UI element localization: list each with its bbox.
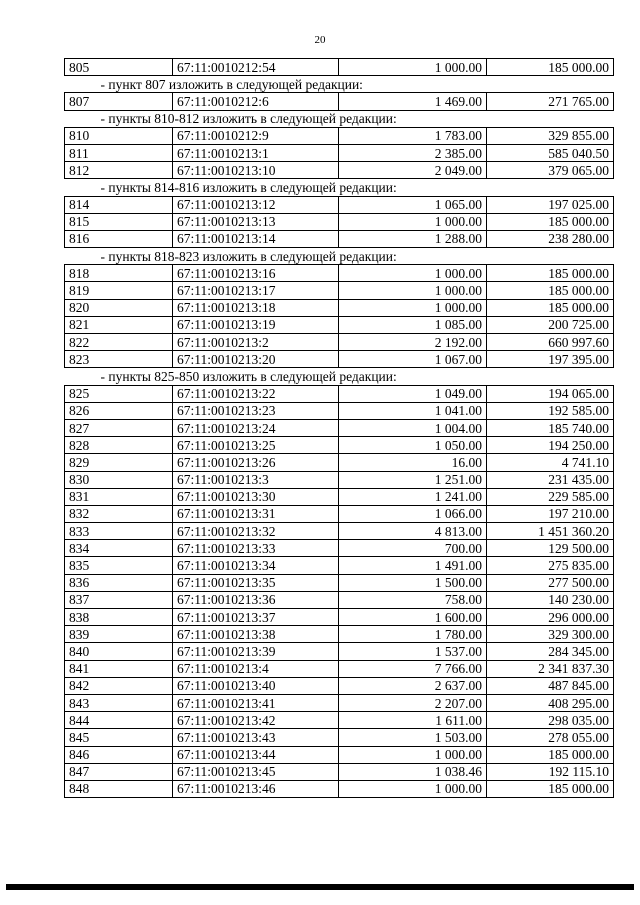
table-row [65, 488, 614, 505]
table-row [65, 265, 614, 282]
area-cell: 2 385.00 [339, 144, 487, 161]
cost-cell: 2 341 837.30 [487, 660, 614, 677]
area-cell: 2 049.00 [339, 162, 487, 179]
item-number-cell: 843 [65, 694, 173, 711]
cost-cell: 185 000.00 [487, 282, 614, 299]
area-cell: 1 038.46 [339, 763, 487, 780]
cadastral-number-cell: 67:11:0010213:23 [173, 402, 339, 419]
item-number-cell: 818 [65, 265, 173, 282]
item-number-cell: 831 [65, 488, 173, 505]
cost-cell: 238 280.00 [487, 230, 614, 247]
cost-cell: 185 000.00 [487, 299, 614, 316]
area-cell: 758.00 [339, 591, 487, 608]
cost-cell: 585 040.50 [487, 144, 614, 161]
amendment-heading: - пункты 818-823 изложить в следующей редакции: [65, 248, 614, 265]
area-cell: 1 000.00 [339, 265, 487, 282]
cost-cell: 329 855.00 [487, 127, 614, 144]
bottom-rule [6, 884, 634, 890]
table-row [65, 282, 614, 299]
table-row [65, 729, 614, 746]
amendment-heading-row [65, 76, 614, 93]
cost-cell: 197 210.00 [487, 505, 614, 522]
cost-cell: 192 115.10 [487, 763, 614, 780]
cost-cell: 284 345.00 [487, 643, 614, 660]
cost-cell: 1 451 360.20 [487, 523, 614, 540]
item-number-cell: 828 [65, 437, 173, 454]
cadastral-number-cell: 67:11:0010213:35 [173, 574, 339, 591]
cadastral-number-cell: 67:11:0010213:33 [173, 540, 339, 557]
cadastral-number-cell: 67:11:0010213:12 [173, 196, 339, 213]
item-number-cell: 823 [65, 351, 173, 368]
amendment-heading-row [65, 110, 614, 127]
item-number-cell: 812 [65, 162, 173, 179]
table-row [65, 763, 614, 780]
table-row [65, 59, 614, 76]
item-number-cell: 822 [65, 334, 173, 351]
area-cell: 1 251.00 [339, 471, 487, 488]
cost-cell: 185 000.00 [487, 746, 614, 763]
area-cell: 1 600.00 [339, 609, 487, 626]
item-number-cell: 816 [65, 230, 173, 247]
cadastral-number-cell: 67:11:0010213:30 [173, 488, 339, 505]
area-cell: 1 241.00 [339, 488, 487, 505]
area-cell: 16.00 [339, 454, 487, 471]
cadastral-number-cell: 67:11:0010213:38 [173, 626, 339, 643]
area-cell: 1 537.00 [339, 643, 487, 660]
table-body [65, 59, 614, 798]
item-number-cell: 837 [65, 591, 173, 608]
item-number-cell: 811 [65, 144, 173, 161]
area-cell: 1 041.00 [339, 402, 487, 419]
amendment-heading: - пункты 814-816 изложить в следующей редакции: [65, 179, 614, 196]
table-row [65, 419, 614, 436]
area-cell: 1 783.00 [339, 127, 487, 144]
item-number-cell: 838 [65, 609, 173, 626]
area-cell: 4 813.00 [339, 523, 487, 540]
item-number-cell: 807 [65, 93, 173, 110]
item-number-cell: 819 [65, 282, 173, 299]
cost-cell: 129 500.00 [487, 540, 614, 557]
table-row [65, 402, 614, 419]
cadastral-number-cell: 67:11:0010213:32 [173, 523, 339, 540]
amendment-heading-row [65, 179, 614, 196]
table-row [65, 471, 614, 488]
cost-cell: 140 230.00 [487, 591, 614, 608]
cadastral-number-cell: 67:11:0010212:54 [173, 59, 339, 76]
area-cell: 1 503.00 [339, 729, 487, 746]
cadastral-number-cell: 67:11:0010213:39 [173, 643, 339, 660]
cadastral-number-cell: 67:11:0010213:17 [173, 282, 339, 299]
item-number-cell: 839 [65, 626, 173, 643]
cost-cell: 660 997.60 [487, 334, 614, 351]
table-row [65, 162, 614, 179]
cadastral-number-cell: 67:11:0010213:44 [173, 746, 339, 763]
item-number-cell: 835 [65, 557, 173, 574]
cadastral-number-cell: 67:11:0010213:45 [173, 763, 339, 780]
table-row [65, 557, 614, 574]
area-cell: 1 491.00 [339, 557, 487, 574]
table-row [65, 144, 614, 161]
table-row [65, 780, 614, 797]
cost-cell: 194 065.00 [487, 385, 614, 402]
table-row [65, 437, 614, 454]
table-row [65, 609, 614, 626]
cost-cell: 192 585.00 [487, 402, 614, 419]
area-cell: 1 000.00 [339, 299, 487, 316]
amendment-heading: - пункты 810-812 изложить в следующей редакции: [65, 110, 614, 127]
cost-cell: 200 725.00 [487, 316, 614, 333]
area-cell: 1 500.00 [339, 574, 487, 591]
cost-cell: 298 035.00 [487, 712, 614, 729]
item-number-cell: 848 [65, 780, 173, 797]
cost-cell: 4 741.10 [487, 454, 614, 471]
item-number-cell: 830 [65, 471, 173, 488]
cost-cell: 278 055.00 [487, 729, 614, 746]
table-row [65, 505, 614, 522]
item-number-cell: 836 [65, 574, 173, 591]
area-cell: 700.00 [339, 540, 487, 557]
item-number-cell: 834 [65, 540, 173, 557]
area-cell: 1 050.00 [339, 437, 487, 454]
cadastral-number-cell: 67:11:0010213:41 [173, 694, 339, 711]
table-row [65, 127, 614, 144]
item-number-cell: 810 [65, 127, 173, 144]
item-number-cell: 846 [65, 746, 173, 763]
table-row [65, 746, 614, 763]
cadastral-number-cell: 67:11:0010213:20 [173, 351, 339, 368]
cadastral-number-cell: 67:11:0010213:37 [173, 609, 339, 626]
cost-cell: 487 845.00 [487, 677, 614, 694]
table-row [65, 316, 614, 333]
area-cell: 1 085.00 [339, 316, 487, 333]
area-cell: 1 065.00 [339, 196, 487, 213]
cadastral-number-cell: 67:11:0010213:26 [173, 454, 339, 471]
table-row [65, 351, 614, 368]
amendment-heading: - пункт 807 изложить в следующей редакции: [65, 76, 614, 93]
cadastral-number-cell: 67:11:0010213:3 [173, 471, 339, 488]
area-cell: 1 067.00 [339, 351, 487, 368]
area-cell: 1 004.00 [339, 419, 487, 436]
cadastral-number-cell: 67:11:0010213:25 [173, 437, 339, 454]
amendment-heading-row [65, 248, 614, 265]
cost-cell: 185 740.00 [487, 419, 614, 436]
table-row [65, 213, 614, 230]
area-cell: 1 288.00 [339, 230, 487, 247]
area-cell: 2 637.00 [339, 677, 487, 694]
area-cell: 1 066.00 [339, 505, 487, 522]
table-row [65, 230, 614, 247]
table-row [65, 385, 614, 402]
cadastral-number-cell: 67:11:0010213:43 [173, 729, 339, 746]
item-number-cell: 825 [65, 385, 173, 402]
table-row [65, 591, 614, 608]
cost-cell: 194 250.00 [487, 437, 614, 454]
cadastral-number-cell: 67:11:0010213:1 [173, 144, 339, 161]
cadastral-number-cell: 67:11:0010213:31 [173, 505, 339, 522]
area-cell: 2 192.00 [339, 334, 487, 351]
item-number-cell: 841 [65, 660, 173, 677]
cost-cell: 197 025.00 [487, 196, 614, 213]
item-number-cell: 829 [65, 454, 173, 471]
item-number-cell: 826 [65, 402, 173, 419]
cost-cell: 185 000.00 [487, 59, 614, 76]
item-number-cell: 842 [65, 677, 173, 694]
cadastral-number-cell: 67:11:0010213:10 [173, 162, 339, 179]
item-number-cell: 832 [65, 505, 173, 522]
table-row [65, 626, 614, 643]
table-row [65, 454, 614, 471]
area-cell: 2 207.00 [339, 694, 487, 711]
cost-cell: 185 000.00 [487, 780, 614, 797]
item-number-cell: 820 [65, 299, 173, 316]
cost-cell: 296 000.00 [487, 609, 614, 626]
cost-cell: 229 585.00 [487, 488, 614, 505]
table-row [65, 712, 614, 729]
cost-cell: 379 065.00 [487, 162, 614, 179]
item-number-cell: 814 [65, 196, 173, 213]
item-number-cell: 833 [65, 523, 173, 540]
item-number-cell: 827 [65, 419, 173, 436]
cost-cell: 329 300.00 [487, 626, 614, 643]
item-number-cell: 815 [65, 213, 173, 230]
area-cell: 1 469.00 [339, 93, 487, 110]
cadastral-number-cell: 67:11:0010213:16 [173, 265, 339, 282]
area-cell: 1 611.00 [339, 712, 487, 729]
page-number: 20 [314, 34, 326, 46]
area-cell: 1 000.00 [339, 282, 487, 299]
document-body [64, 58, 613, 798]
cadastral-number-cell: 67:11:0010213:22 [173, 385, 339, 402]
table-row [65, 677, 614, 694]
cadastral-number-cell: 67:11:0010212:6 [173, 93, 339, 110]
table-row [65, 660, 614, 677]
cost-cell: 231 435.00 [487, 471, 614, 488]
cost-cell: 275 835.00 [487, 557, 614, 574]
item-number-cell: 844 [65, 712, 173, 729]
cadastral-number-cell: 67:11:0010213:34 [173, 557, 339, 574]
cost-cell: 408 295.00 [487, 694, 614, 711]
cost-cell: 277 500.00 [487, 574, 614, 591]
cost-cell: 185 000.00 [487, 213, 614, 230]
table-row [65, 540, 614, 557]
table-row [65, 523, 614, 540]
area-cell: 7 766.00 [339, 660, 487, 677]
table-row [65, 299, 614, 316]
land-parcel-table [64, 58, 614, 798]
cost-cell: 197 395.00 [487, 351, 614, 368]
item-number-cell: 840 [65, 643, 173, 660]
cadastral-number-cell: 67:11:0010213:18 [173, 299, 339, 316]
area-cell: 1 000.00 [339, 746, 487, 763]
amendment-heading-row [65, 368, 614, 385]
table-row [65, 93, 614, 110]
area-cell: 1 000.00 [339, 780, 487, 797]
cadastral-number-cell: 67:11:0010213:19 [173, 316, 339, 333]
area-cell: 1 780.00 [339, 626, 487, 643]
item-number-cell: 845 [65, 729, 173, 746]
cadastral-number-cell: 67:11:0010213:36 [173, 591, 339, 608]
cost-cell: 185 000.00 [487, 265, 614, 282]
cadastral-number-cell: 67:11:0010213:14 [173, 230, 339, 247]
cadastral-number-cell: 67:11:0010213:42 [173, 712, 339, 729]
cost-cell: 271 765.00 [487, 93, 614, 110]
cadastral-number-cell: 67:11:0010213:40 [173, 677, 339, 694]
cadastral-number-cell: 67:11:0010213:13 [173, 213, 339, 230]
cadastral-number-cell: 67:11:0010213:2 [173, 334, 339, 351]
cadastral-number-cell: 67:11:0010212:9 [173, 127, 339, 144]
item-number-cell: 847 [65, 763, 173, 780]
table-row [65, 334, 614, 351]
table-row [65, 694, 614, 711]
area-cell: 1 000.00 [339, 59, 487, 76]
table-row [65, 196, 614, 213]
cadastral-number-cell: 67:11:0010213:24 [173, 419, 339, 436]
cadastral-number-cell: 67:11:0010213:4 [173, 660, 339, 677]
table-row [65, 643, 614, 660]
amendment-heading: - пункты 825-850 изложить в следующей редакции: [65, 368, 614, 385]
area-cell: 1 049.00 [339, 385, 487, 402]
table-row [65, 574, 614, 591]
item-number-cell: 805 [65, 59, 173, 76]
item-number-cell: 821 [65, 316, 173, 333]
area-cell: 1 000.00 [339, 213, 487, 230]
cadastral-number-cell: 67:11:0010213:46 [173, 780, 339, 797]
